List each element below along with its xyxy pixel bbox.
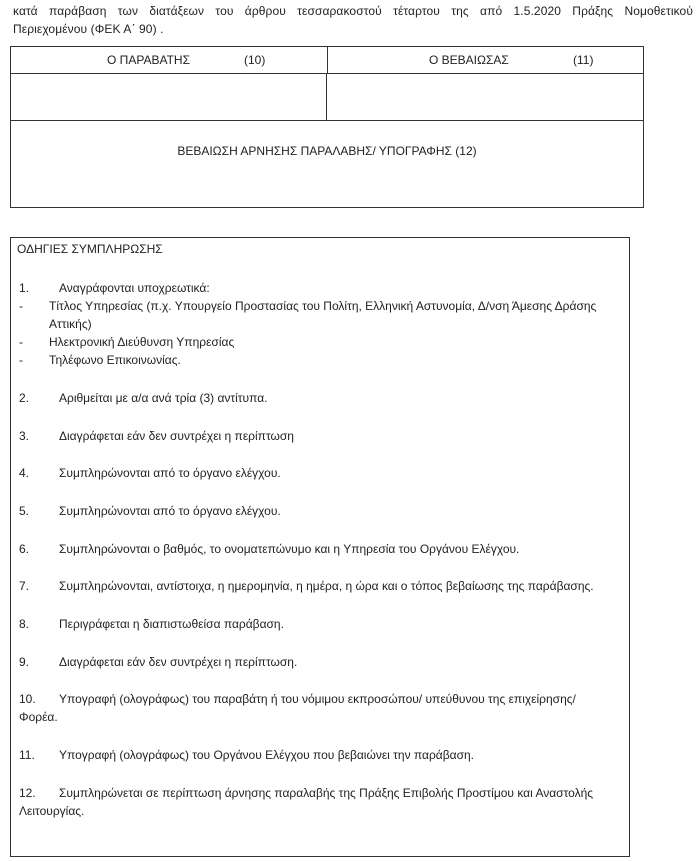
bullet-text: Τηλέφωνο Επικοινωνίας. (49, 353, 181, 367)
item-text: Υπογραφή (ολογράφως) του Οργάνου Ελέγχου που βεβαιώνει την παράβαση. (59, 748, 474, 762)
offender-header (11, 47, 328, 74)
item-number: 2. (19, 391, 30, 405)
item-text: Συμπληρώνονται, αντίστοιχα, η ημερομηνία, η ημέρα, η ώρα και ο τόπος βεβαίωσης της παράβασης. (59, 579, 594, 593)
item-number: 1. (19, 281, 30, 295)
bullet-item (19, 297, 619, 333)
bullet-dash: - (19, 353, 23, 367)
item-text: Συμπληρώνεται σε περίπτωση άρνησης παραλαβής της Πράξης Επιβολής Προστίμου και Αναστολής (59, 786, 594, 800)
bullet-text-cont: Αττικής) (49, 317, 92, 331)
item-text: Αναγράφονται υποχρεωτικά: (59, 281, 210, 295)
certifier-ref: (11) (573, 53, 594, 67)
item-text: Υπογραφή (ολογράφως) του παραβάτη ή του νόμιμου εκπροσώπου/ υπεύθυνου της επιχείρησης/ (59, 692, 576, 706)
intro-line-2: Περιεχομένου (ΦΕΚ Α΄ 90) . (13, 22, 164, 36)
item-number: 5. (19, 504, 30, 518)
item-text: Διαγράφεται εάν δεν συντρέχει η περίπτωση. (59, 655, 298, 669)
certifier-signature-cell[interactable] (327, 73, 643, 121)
item-text: Διαγράφεται εάν δεν συντρέχει η περίπτωση (59, 429, 294, 443)
item-text: Συμπληρώνονται από το όργανο ελέγχου. (59, 466, 281, 480)
instructions-title: ΟΔΗΓΙΕΣ ΣΥΜΠΛΗΡΩΣΗΣ (17, 242, 163, 256)
bullet-dash: - (19, 335, 23, 349)
item-text-cont: Λειτουργίας. (19, 804, 85, 818)
instructions-box (10, 237, 630, 857)
item-number: 6. (19, 542, 30, 556)
offender-ref: (10) (244, 53, 266, 67)
instruction-item-10 (19, 690, 619, 726)
item-text: Συμπληρώνονται ο βαθμός, το ονοματεπώνυμο και η Υπηρεσία του Οργάνου Ελέγχου. (59, 542, 520, 556)
bullet-dash: - (19, 299, 23, 313)
item-number: 8. (19, 617, 30, 631)
item-text: Συμπληρώνονται από το όργανο ελέγχου. (59, 504, 281, 518)
item-text: Αριθμείται με α/α ανά τρία (3) αντίτυπα. (59, 391, 268, 405)
bullet-text: Τίτλος Υπηρεσίας (π.χ. Υπουργείο Προστασίας του Πολίτη, Ελληνική Αστυνομία, Δ/νση Άμεσης Δράσης (49, 299, 597, 313)
offender-signature-cell[interactable] (11, 73, 327, 121)
certifier-label: Ο ΒΕΒΑΙΩΣΑΣ (429, 53, 509, 67)
signature-table (10, 46, 644, 208)
offender-label: Ο ΠΑΡΑΒΑΤΗΣ (107, 53, 190, 67)
item-number: 9. (19, 655, 30, 669)
item-number: 10. (19, 692, 36, 706)
item-number: 7. (19, 579, 30, 593)
bullet-text: Ηλεκτρονική Διεύθυνση Υπηρεσίας (49, 335, 235, 349)
item-text: Περιγράφεται η διαπιστωθείσα παράβαση. (59, 617, 284, 631)
intro-paragraph (13, 2, 693, 38)
refusal-certification-label: ΒΕΒΑΙΩΣΗ ΑΡΝΗΣΗΣ ΠΑΡΑΛΑΒΗΣ/ ΥΠΟΓΡΑΦΗΣ (12) (177, 144, 477, 158)
instruction-item-12 (19, 784, 619, 820)
item-number: 12. (19, 786, 36, 800)
item-number: 4. (19, 466, 30, 480)
item-number: 11. (19, 748, 35, 762)
item-text-cont: Φορέα. (19, 710, 58, 724)
certifier-header (327, 47, 643, 74)
item-number: 3. (19, 429, 30, 443)
intro-line-1: κατά παράβαση των διατάξεων του άρθρου τεσσαρακοστού τέταρτου της από 1.5.2020 Πράξης Νομοθετικού (13, 4, 693, 18)
